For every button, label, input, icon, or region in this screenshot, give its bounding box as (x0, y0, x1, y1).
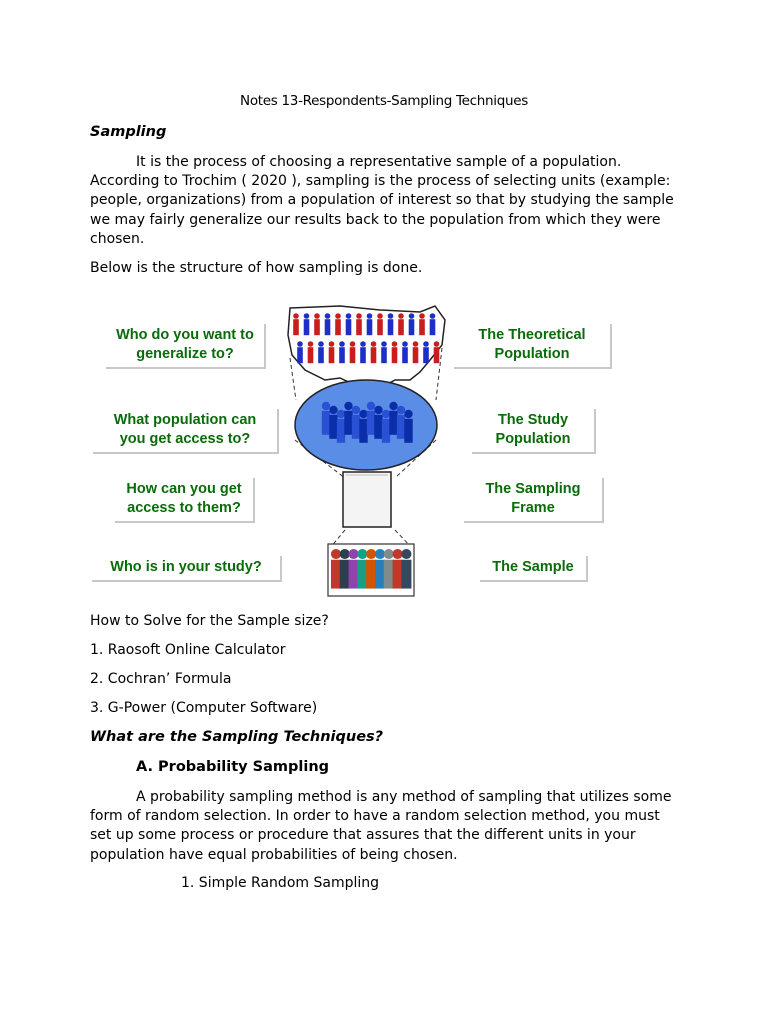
person-icon (392, 341, 398, 363)
person-icon (377, 313, 383, 335)
person-icon (308, 341, 314, 363)
person-icon (413, 341, 419, 363)
person-icon (304, 313, 310, 335)
person-icon (318, 341, 324, 363)
person-icon (381, 341, 387, 363)
answer-sample: The Sample (480, 556, 588, 582)
person-icon (430, 313, 436, 335)
sampling-structure-diagram (90, 300, 620, 600)
crowd-person-icon (374, 406, 382, 439)
person-icon (346, 313, 352, 335)
crowd-person-icon (337, 410, 345, 443)
sample-person-icon (349, 549, 359, 589)
sample-person-icon (357, 549, 367, 589)
sample-person-icon (331, 549, 341, 589)
sample-person-icon (340, 549, 350, 589)
person-icon (325, 313, 331, 335)
person-icon (329, 341, 335, 363)
person-icon (297, 341, 303, 363)
person-icon (293, 313, 299, 335)
question-access-them: How can you get access to them? (115, 478, 255, 523)
intro-text: It is the process of choosing a representative sample of a population. According to Trochim ( 2020 ), sampling is the process of selecting units (example: people, organizations) from a population of interest so that by studying the sample we may fairly generalize our results back to the population from which they were chosen. (90, 154, 674, 247)
sample-person-icon (366, 549, 376, 589)
crowd-person-icon (352, 406, 360, 439)
person-icon (350, 341, 356, 363)
answer-study-population: The Study Population (472, 409, 596, 454)
sample-size-question: How to Solve for the Sample size? (90, 613, 329, 629)
crowd-person-icon (389, 402, 397, 435)
crowd-person-icon (322, 402, 330, 435)
question-access-population: What population can you get access to? (93, 409, 279, 454)
document-title: Notes 13-Respondents-Sampling Techniques (240, 93, 528, 109)
person-icon (371, 341, 377, 363)
person-icon (367, 313, 373, 335)
question-who-in-study: Who is in your study? (92, 556, 282, 582)
person-icon (423, 341, 429, 363)
crowd-person-icon (397, 406, 405, 439)
crowd-person-icon (329, 406, 337, 439)
us-map-icon (288, 306, 445, 388)
person-icon (335, 313, 341, 335)
person-icon (388, 313, 394, 335)
probability-heading: A. Probability Sampling (136, 759, 330, 775)
answer-sampling-frame: The Sampling Frame (464, 478, 604, 523)
crowd-person-icon (382, 410, 390, 443)
answer-theoretical-population: The Theoretical Population (454, 324, 612, 369)
person-icon (409, 313, 415, 335)
crowd-person-icon (367, 402, 375, 435)
method-item: 1. Raosoft Online Calculator (90, 642, 286, 658)
sample-person-icon (393, 549, 403, 589)
sample-person-icon (384, 549, 394, 589)
person-icon (402, 341, 408, 363)
sampling-frame-icon (343, 472, 391, 527)
probability-text: A probability sampling method is any method of sampling that utilizes some form of random selection. In order to have a random selection method, you must set up some process or procedure that assures that the different units in your population have equal probabilities of being chosen. (90, 789, 672, 863)
question-generalize: Who do you want to generalize to? (106, 324, 266, 369)
person-icon (419, 313, 425, 335)
method-item: 2. Cochran’ Formula (90, 671, 232, 687)
below-text: Below is the structure of how sampling is done. (90, 260, 423, 276)
sample-person-icon (375, 549, 385, 589)
person-icon (398, 313, 404, 335)
crowd-person-icon (359, 410, 367, 443)
person-icon (434, 341, 440, 363)
person-icon (356, 313, 362, 335)
person-icon (339, 341, 345, 363)
simple-random-item: 1. Simple Random Sampling (181, 875, 380, 891)
crowd-person-icon (344, 402, 352, 435)
intro-paragraph (90, 153, 680, 249)
method-item: 3. G-Power (Computer Software) (90, 700, 318, 716)
sampling-heading: Sampling (90, 124, 167, 140)
probability-paragraph (90, 788, 680, 865)
crowd-person-icon (404, 410, 412, 443)
person-icon (314, 313, 320, 335)
sample-person-icon (401, 549, 411, 589)
techniques-heading: What are the Sampling Techniques? (90, 729, 384, 745)
person-icon (360, 341, 366, 363)
